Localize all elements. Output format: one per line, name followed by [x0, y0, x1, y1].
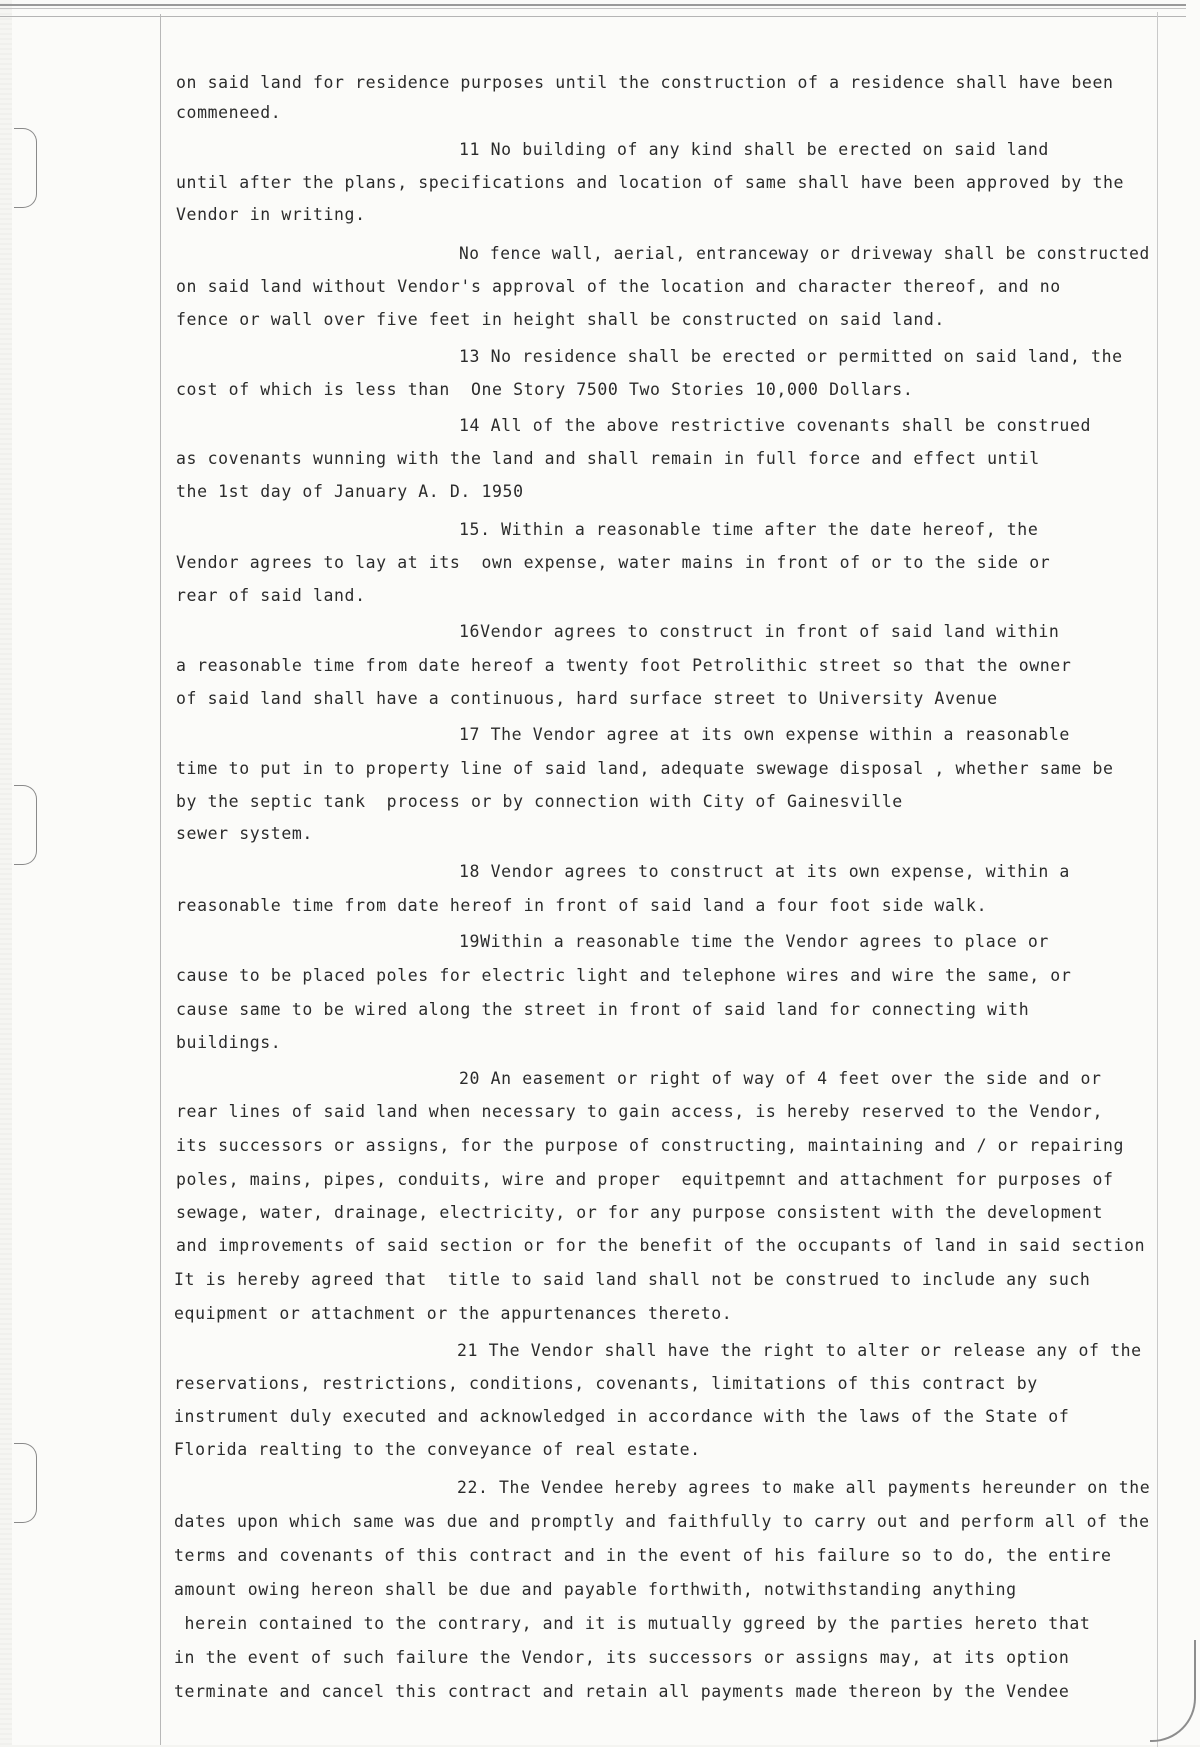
text-line: It is hereby agreed that title to said land shall not be construed to include any such: [174, 1270, 1091, 1289]
text-line: on said land for residence purposes until the construction of a residence shall have been: [176, 73, 1114, 92]
text-line: Vendor agrees to lay at its own expense, water mains in front of or to the side or: [176, 553, 1051, 572]
text-line: Vendor in writing.: [176, 205, 366, 224]
text-line: its successors or assigns, for the purpose of constructing, maintaining and / or repairing: [176, 1136, 1125, 1155]
text-line: sewage, water, drainage, electricity, or for any purpose consistent with the development: [176, 1203, 1103, 1222]
text-line: herein contained to the contrary, and it is mutually ggreed by the parties hereto that: [174, 1614, 1091, 1633]
text-line: a reasonable time from date hereof a twenty foot Petrolithic street so that the owner: [176, 656, 1072, 675]
text-line: 15. Within a reasonable time after the date hereof, the: [459, 520, 1039, 539]
text-line: reasonable time from date hereof in front of said land a four foot side walk.: [176, 896, 988, 915]
text-line: fence or wall over five feet in height shall be constructed on said land.: [176, 310, 945, 329]
text-line: in the event of such failure the Vendor, its successors or assigns may, at its option: [174, 1648, 1070, 1667]
text-line: Florida realting to the conveyance of real estate.: [174, 1440, 701, 1459]
text-line: cost of which is less than One Story 7500 Two Stories 10,000 Dollars.: [176, 380, 914, 399]
text-line: 18 Vendor agrees to construct at its own expense, within a: [459, 862, 1070, 881]
text-line: cause to be placed poles for electric light and telephone wires and wire the same, or: [176, 966, 1072, 985]
text-line: as covenants wunning with the land and shall remain in full force and effect until: [176, 449, 1040, 468]
text-line: 19Within a reasonable time the Vendor agrees to place or: [459, 932, 1049, 951]
text-line: on said land without Vendor's approval of the location and character thereof, and no: [176, 277, 1061, 296]
text-line: 17 The Vendor agree at its own expense within a reasonable: [459, 725, 1070, 744]
text-line: 14 All of the above restrictive covenants shall be construed: [459, 416, 1092, 435]
text-line: commeneed.: [176, 103, 282, 122]
text-line: 20 An easement or right of way of 4 feet over the side and or: [459, 1069, 1102, 1088]
text-line: sewer system.: [176, 824, 313, 843]
text-line: 11 No building of any kind shall be erected on said land: [459, 140, 1049, 159]
text-line: 21 The Vendor shall have the right to alter or release any of the: [457, 1341, 1142, 1360]
text-line: terminate and cancel this contract and retain all payments made thereon by the Vendee: [174, 1682, 1070, 1701]
text-line: the 1st day of January A. D. 1950: [176, 482, 524, 501]
text-line: 22. The Vendee hereby agrees to make all payments hereunder on the: [457, 1478, 1151, 1497]
text-line: by the septic tank process or by connection with City of Gainesville: [176, 792, 903, 811]
text-line: time to put in to property line of said land, adequate swewage disposal , whether same be: [176, 759, 1114, 778]
text-line: reservations, restrictions, conditions, covenants, limitations of this contract by: [174, 1374, 1038, 1393]
text-line: rear of said land.: [176, 586, 366, 605]
text-line: rear lines of said land when necessary to gain access, is hereby reserved to the Vendor,: [176, 1102, 1103, 1121]
text-line: poles, mains, pipes, conduits, wire and proper equitpemnt and attachment for purposes of: [176, 1170, 1114, 1189]
text-line: amount owing hereon shall be due and payable forthwith, notwithstanding anything: [174, 1580, 1017, 1599]
text-line: until after the plans, specifications and location of same shall have been approved by the: [176, 173, 1125, 192]
text-line: 13 No residence shall be erected or permitted on said land, the: [459, 347, 1123, 366]
text-line: and improvements of said section or for the benefit of the occupants of land in said section: [176, 1236, 1146, 1255]
text-line: of said land shall have a continuous, hard surface street to University Avenue: [176, 689, 998, 708]
text-line: dates upon which same was due and promptly and faithfully to carry out and perform all of the: [174, 1512, 1150, 1531]
text-line: 16Vendor agrees to construct in front of said land within: [459, 622, 1060, 641]
text-line: terms and covenants of this contract and in the event of his failure so to do, the entire: [174, 1546, 1112, 1565]
text-line: buildings.: [176, 1033, 282, 1052]
text-line: equipment or attachment or the appurtenances thereto.: [174, 1304, 733, 1323]
text-line: cause same to be wired along the street in front of said land for connecting with: [176, 1000, 1030, 1019]
text-line: instrument duly executed and acknowledged in accordance with the laws of the State of: [174, 1407, 1070, 1426]
text-line: No fence wall, aerial, entranceway or driveway shall be constructed: [459, 244, 1150, 263]
